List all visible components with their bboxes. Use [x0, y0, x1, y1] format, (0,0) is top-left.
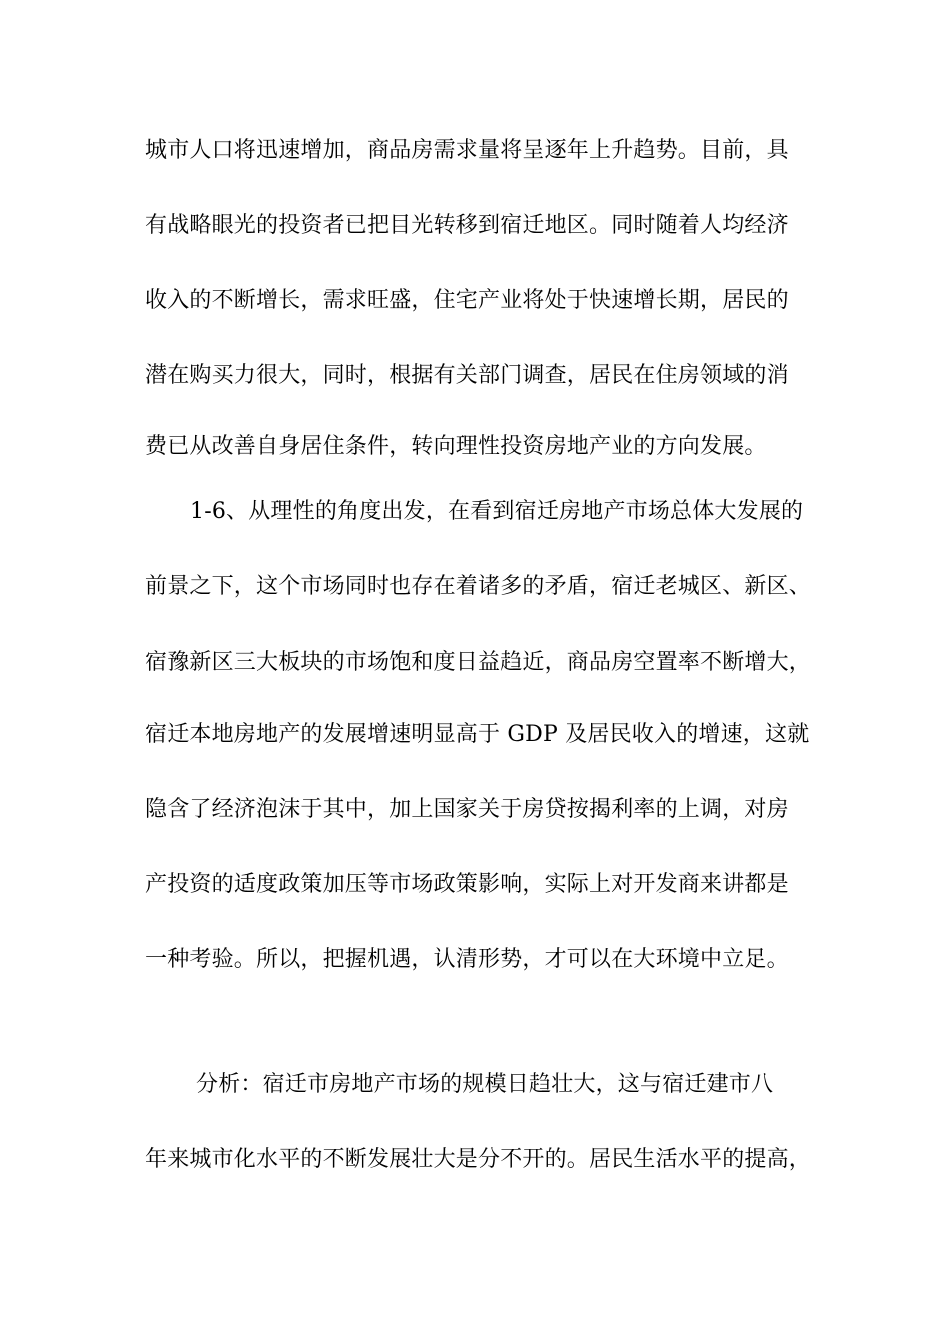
paragraph2-line-6: 产投资的适度政策加压等市场政策影响，实际上对开发商来讲都是: [145, 872, 789, 897]
analysis-text-1: 宿迁市房地产市场的规模日趋壮大，这与宿迁建市八: [262, 1072, 774, 1097]
paragraph2-line-1: 1-6、从理性的角度出发，在看到宿迁房地产市场总体大发展的: [190, 499, 804, 524]
paragraph1-line-4: 潜在购买力很大，同时，根据有关部门调查，居民在住房领域的消: [145, 363, 789, 388]
paragraph2-line-3: 宿豫新区三大板块的市场饱和度日益趋近，商品房空置率不断增大，: [145, 650, 812, 675]
paragraph1-line-2: 有战略眼光的投资者已把目光转移到宿迁地区。同时随着人均经济: [145, 213, 789, 238]
paragraph1-line-5: 费已从改善自身居住条件，转向理性投资房地产业的方向发展。: [145, 434, 767, 459]
paragraph2-line-4: 宿迁本地房地产的发展增速明显高于 GDP 及居民收入的增速，这就: [145, 722, 810, 747]
analysis-label: 分析：: [196, 1072, 263, 1097]
analysis-line-1: [196, 1070, 773, 1100]
paragraph2-line-2: 前景之下，这个市场同时也存在着诸多的矛盾，宿迁老城区、新区、: [145, 574, 812, 599]
paragraph2-line-7: 一种考验。所以，把握机遇，认清形势，才可以在大环境中立足。: [145, 947, 789, 972]
paragraph1-line-1: 城市人口将迅速增加，商品房需求量将呈逐年上升趋势。目前，具: [145, 138, 789, 163]
paragraph2-line-5: 隐含了经济泡沫于其中，加上国家关于房贷按揭利率的上调，对房: [145, 797, 789, 822]
paragraph1-line-3: 收入的不断增长，需求旺盛，住宅产业将处于快速增长期，居民的: [145, 288, 789, 313]
analysis-line-2: 年来城市化水平的不断发展壮大是分不开的。居民生活水平的提高，: [145, 1147, 812, 1172]
